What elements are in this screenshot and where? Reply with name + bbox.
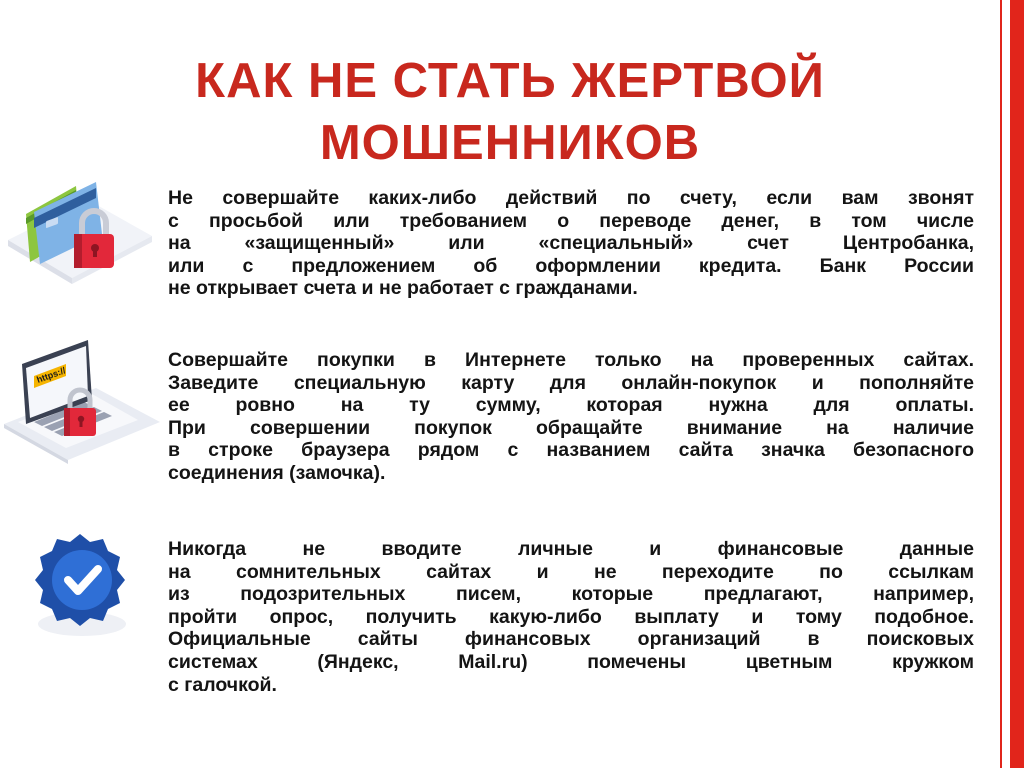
tip-3-line-2: на сомнительных сайтах и не переходите по ссылкам (168, 560, 974, 583)
verified-badge-icon (30, 530, 130, 640)
tip-3-line-4: пройти опрос, получить какую-либо выплату и тому подобное. (168, 605, 974, 628)
title-line-2: МОШЕННИКОВ (319, 116, 701, 170)
tip-1-line-1: Не совершайте каких-либо действий по счету, если вам звонят (168, 187, 974, 209)
tip-3-line-3: из подозрительных писем, которые предлагают, например, (168, 583, 974, 606)
https-label: https:// (35, 365, 67, 385)
tip-block-calls (168, 187, 974, 300)
tip-1-line-4: или с предложением об оформлении кредита. Банк России (168, 254, 974, 277)
laptop-https-lock-icon (0, 336, 160, 466)
title-line-1: КАК НЕ СТАТЬ ЖЕРТВОЙ (195, 54, 825, 108)
tip-2-line-6: соединения (замочка). (168, 461, 386, 484)
slide-title (130, 50, 890, 174)
tip-1-line-3: на «защищенный» или «специальный» счет Центробанка, (168, 232, 974, 255)
card-lock-icon (0, 178, 160, 288)
tip-2-line-2: Заведите специальную карту для онлайн-покупок и пополняйте (168, 371, 974, 394)
tip-3-line-6: системах (Яндекс, Mail.ru) помечены цветным кружком (168, 650, 974, 673)
tip-1-line-5: не открывает счета и не работает с гражданами. (168, 277, 638, 300)
tip-1-line-2: с просьбой или требованием о переводе денег, в том числе (168, 209, 974, 232)
tip-2-line-5: в строке браузера рядом с названием сайта значка безопасного (168, 439, 974, 462)
tip-2-line-3: ее ровно на ту сумму, которая нужна для оплаты. (168, 394, 974, 417)
accent-line-right (1000, 0, 1002, 768)
tip-3-line-5: Официальные сайты финансовых организаций в поисковых (168, 628, 974, 651)
tip-3-line-1: Никогда не вводите личные и финансовые данные (168, 538, 974, 560)
tip-2-line-1: Совершайте покупки в Интернете только на проверенных сайтах. (168, 349, 974, 371)
tip-block-online-shopping (168, 349, 974, 485)
tip-3-line-7: с галочкой. (168, 673, 277, 696)
tip-block-suspicious-sites (168, 538, 974, 696)
accent-bar-right (1010, 0, 1024, 768)
tip-2-line-4: При совершении покупок обращайте внимание на наличие (168, 416, 974, 439)
